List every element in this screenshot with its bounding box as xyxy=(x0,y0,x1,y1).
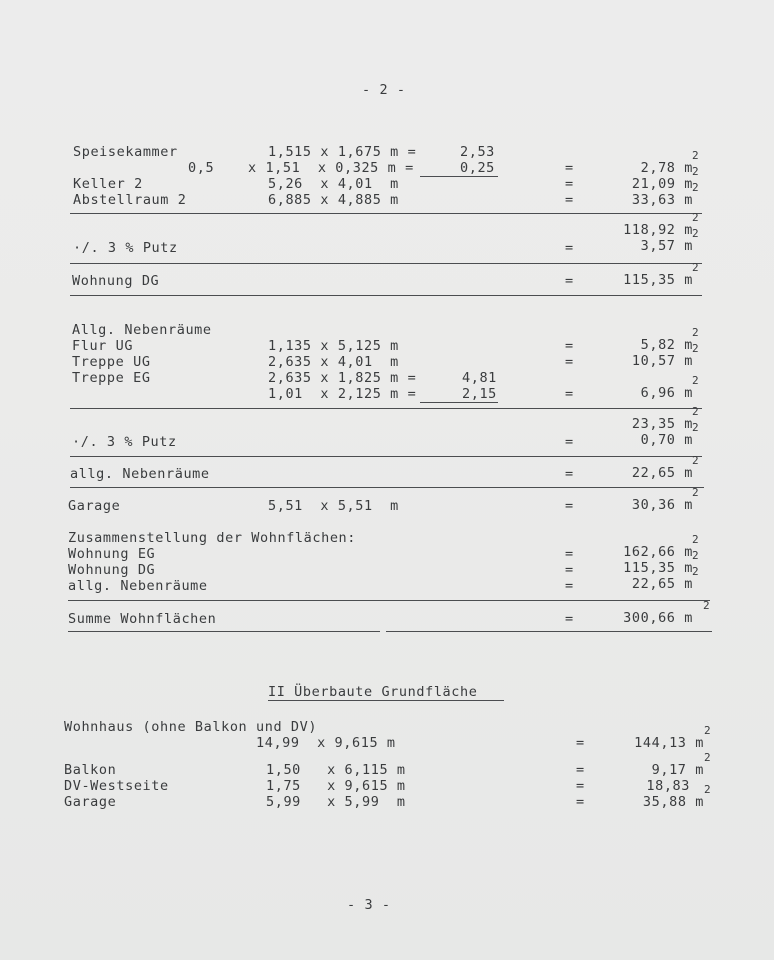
row-equals: = xyxy=(565,160,574,176)
row-dimensions: x 1,51 x 0,325 m = xyxy=(248,160,414,176)
row-equals: = xyxy=(565,240,574,256)
row-label: Treppe EG xyxy=(72,370,151,386)
row-equals: = xyxy=(565,434,574,450)
row-label: Summe Wohnflächen xyxy=(68,611,217,627)
row-equals: = xyxy=(576,778,585,794)
row-dimensions: 1,01 x 2,125 m = xyxy=(268,386,417,402)
row-label: Wohnung EG xyxy=(68,546,156,562)
exponent: 2 xyxy=(692,181,699,194)
row-label: Allg. Nebenräume xyxy=(72,322,212,338)
row-label: Treppe UG xyxy=(72,354,151,370)
row-equals: = xyxy=(576,762,585,778)
row-label: Wohnung DG xyxy=(68,562,156,578)
row-value: 2,78 m xyxy=(640,160,693,176)
row-subtotal: 0,25 xyxy=(460,160,495,176)
row-label: Speisekammer xyxy=(73,144,178,160)
exponent: 2 xyxy=(704,724,711,737)
row-value: 115,35 m xyxy=(623,560,693,576)
row-dimensions: 1,50 x 6,115 m xyxy=(266,762,406,778)
row-dimensions: 2,635 x 4,01 m xyxy=(268,354,399,370)
row-equals: = xyxy=(565,354,574,370)
row-value: 0,70 m xyxy=(640,432,693,448)
row-value: 118,92 m xyxy=(623,222,693,238)
row-value: 3,57 m xyxy=(640,238,693,254)
row-label: 0,5 xyxy=(188,160,215,176)
exponent: 2 xyxy=(692,149,699,162)
row-value: 22,65 m xyxy=(631,576,693,592)
row-value: 21,09 m xyxy=(631,176,693,192)
divider xyxy=(70,295,702,296)
row-dimensions: 14,99 x 9,615 m xyxy=(256,735,396,751)
row-dimensions: 1,75 x 9,615 m xyxy=(266,778,406,794)
divider xyxy=(70,456,702,457)
exponent: 2 xyxy=(692,227,699,240)
row-value: 10,57 m xyxy=(631,353,693,369)
section-heading: II Überbaute Grundfläche xyxy=(268,684,478,700)
exponent: 2 xyxy=(692,374,699,387)
exponent: 2 xyxy=(692,533,699,546)
row-label: Balkon xyxy=(64,762,117,778)
row-equals: = xyxy=(576,735,585,751)
exponent: 2 xyxy=(704,783,711,796)
divider xyxy=(70,263,702,264)
exponent: 2 xyxy=(692,565,699,578)
divider xyxy=(386,631,712,632)
row-equals: = xyxy=(565,498,574,514)
divider xyxy=(68,631,380,632)
row-label: ·/. 3 % Putz xyxy=(72,434,177,450)
row-label: Keller 2 xyxy=(73,176,143,192)
row-value: 35,88 m xyxy=(642,794,704,810)
exponent: 2 xyxy=(692,421,699,434)
exponent: 2 xyxy=(692,405,699,418)
exponent: 2 xyxy=(692,211,699,224)
row-label: allg. Nebenräume xyxy=(70,466,210,482)
row-dimensions: 2,635 x 1,825 m = xyxy=(268,370,417,386)
exponent: 2 xyxy=(692,261,699,274)
row-value: 18,83 xyxy=(646,778,690,794)
row-label: Flur UG xyxy=(72,338,134,354)
row-label: Wohnhaus (ohne Balkon und DV) xyxy=(64,719,318,735)
row-value: 6,96 m xyxy=(640,385,693,401)
row-dimensions: 6,885 x 4,885 m xyxy=(268,192,399,208)
row-value: 33,63 m xyxy=(631,192,693,208)
row-subtotal: 4,81 xyxy=(462,370,497,386)
row-value: 22,65 m xyxy=(631,465,693,481)
row-subtotal: 2,53 xyxy=(460,144,495,160)
divider xyxy=(68,600,710,601)
divider xyxy=(70,408,702,409)
row-dimensions: 5,51 x 5,51 m xyxy=(268,498,399,514)
row-label: Garage xyxy=(64,794,117,810)
row-value: 9,17 m xyxy=(651,762,704,778)
subtotal-underline xyxy=(420,402,498,403)
exponent: 2 xyxy=(692,454,699,467)
row-label: Abstellraum 2 xyxy=(73,192,187,208)
row-equals: = xyxy=(565,546,574,562)
row-equals: = xyxy=(576,794,585,810)
row-equals: = xyxy=(565,192,574,208)
row-equals: = xyxy=(565,273,574,289)
row-equals: = xyxy=(565,562,574,578)
row-value: 144,13 m xyxy=(634,735,704,751)
page-number-top: - 2 - xyxy=(362,82,406,98)
heading-underline xyxy=(268,700,504,701)
row-label: Wohnung DG xyxy=(72,273,160,289)
page-number-bottom: - 3 - xyxy=(347,897,391,913)
row-equals: = xyxy=(565,338,574,354)
row-value: 162,66 m xyxy=(623,544,693,560)
row-equals: = xyxy=(565,466,574,482)
row-equals: = xyxy=(565,578,574,594)
row-value: 115,35 m xyxy=(623,272,693,288)
row-label: ·/. 3 % Putz xyxy=(73,240,178,256)
row-equals: = xyxy=(565,386,574,402)
row-label: allg. Nebenräume xyxy=(68,578,208,594)
subtotal-underline xyxy=(420,176,498,177)
divider xyxy=(70,213,702,214)
row-dimensions: 5,26 x 4,01 m xyxy=(268,176,399,192)
row-value: 300,66 m xyxy=(623,610,693,626)
exponent: 2 xyxy=(692,549,699,562)
row-label: DV-Westseite xyxy=(64,778,169,794)
summary-heading: Zusammenstellung der Wohnflächen: xyxy=(68,530,357,546)
row-equals: = xyxy=(565,611,574,627)
row-dimensions: 1,135 x 5,125 m xyxy=(268,338,399,354)
row-dimensions: 5,99 x 5,99 m xyxy=(266,794,406,810)
exponent: 2 xyxy=(692,486,699,499)
row-dimensions: 1,515 x 1,675 m = xyxy=(268,144,417,160)
exponent: 2 xyxy=(703,599,710,612)
exponent: 2 xyxy=(692,165,699,178)
exponent: 2 xyxy=(692,342,699,355)
row-equals: = xyxy=(565,176,574,192)
exponent: 2 xyxy=(692,326,699,339)
exponent: 2 xyxy=(704,751,711,764)
row-subtotal: 2,15 xyxy=(462,386,497,402)
row-value: 23,35 m xyxy=(631,416,693,432)
divider xyxy=(70,487,704,488)
row-label: Garage xyxy=(68,498,121,514)
row-value: 30,36 m xyxy=(631,497,693,513)
row-value: 5,82 m xyxy=(640,337,693,353)
